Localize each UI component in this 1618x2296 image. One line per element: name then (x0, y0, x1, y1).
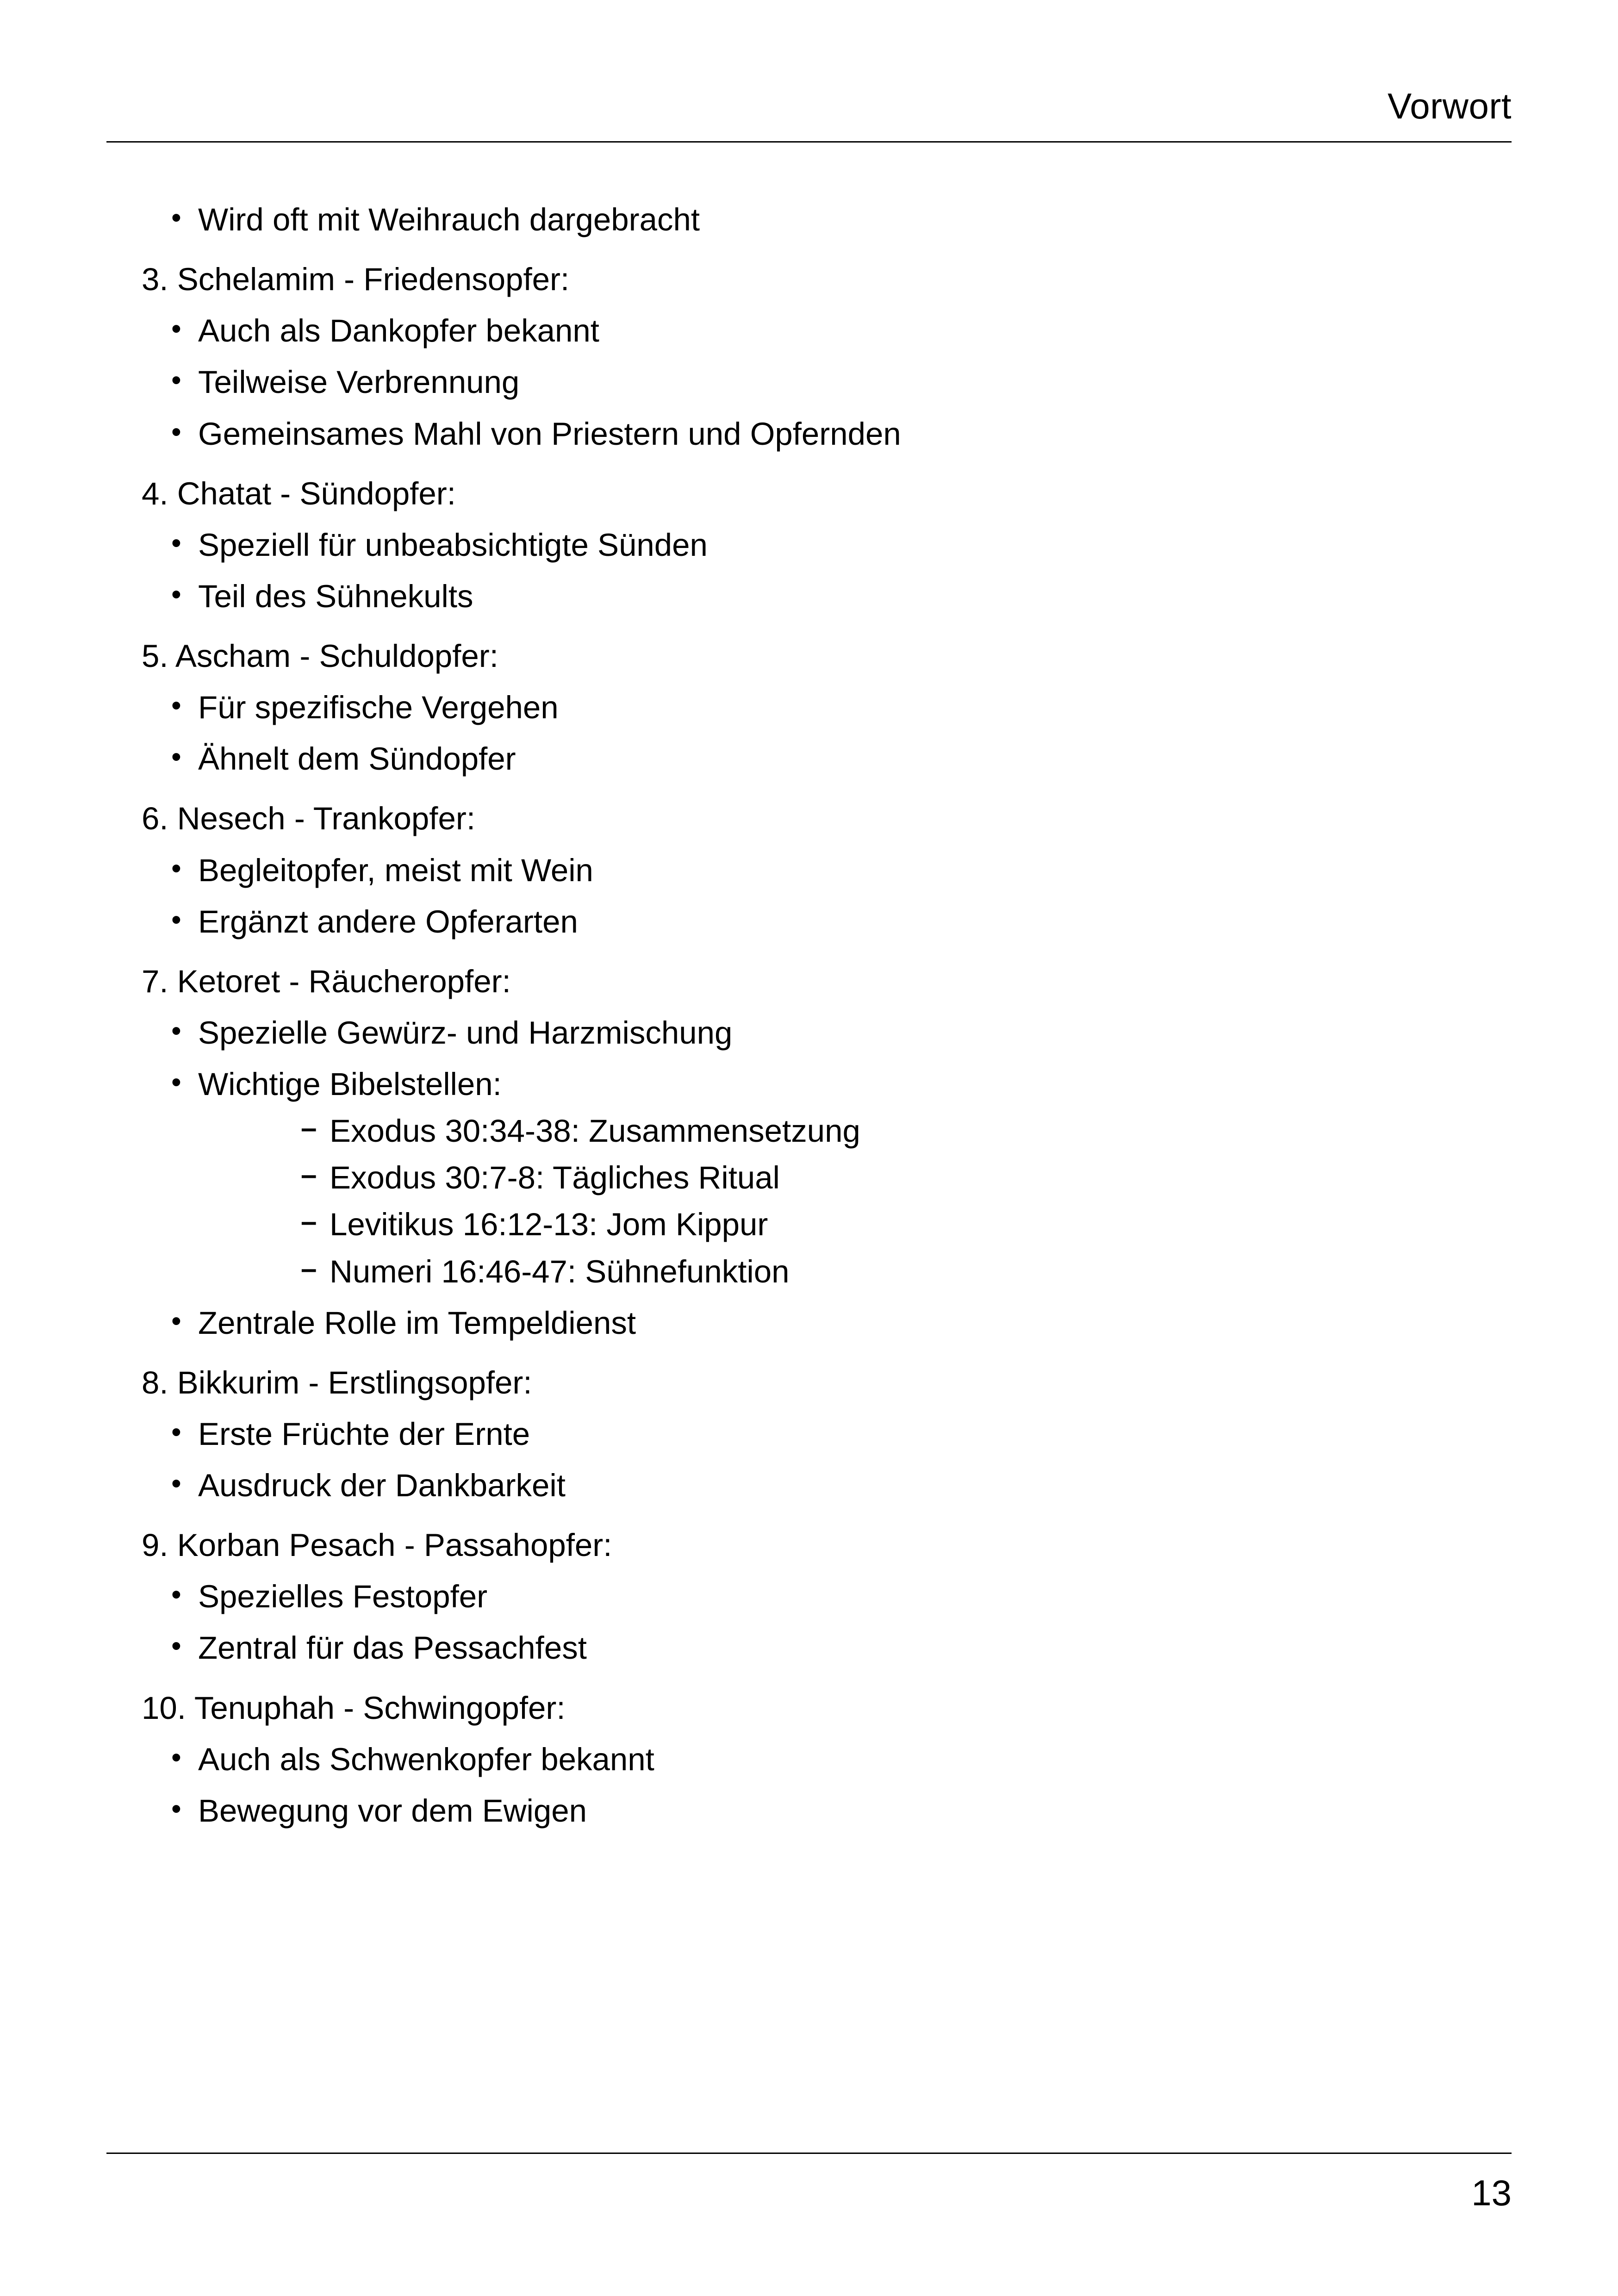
dash-icon: – (301, 1206, 317, 1238)
list-item-bullet (106, 1468, 1512, 1502)
list-item-label: Auch als Dankopfer bekannt (198, 313, 599, 349)
list-item-bullet (106, 853, 1512, 887)
list-item-subbullet (106, 1114, 1512, 1148)
bullet-icon: • (171, 202, 181, 234)
list-item-label: Teil des Sühnekults (198, 578, 473, 614)
bullet-icon: • (171, 578, 181, 610)
dash-icon: – (301, 1112, 317, 1145)
list-item-numbered (106, 1691, 1512, 1725)
list-item-subbullet (106, 1252, 1512, 1289)
bullet-icon: • (171, 1014, 181, 1047)
list-item-bullet (106, 365, 1512, 399)
page-header (106, 88, 1512, 143)
list-item-bullet (106, 1742, 1512, 1776)
bullet-icon: • (171, 1066, 181, 1098)
list-item-label: Auch als Schwenkopfer bekannt (198, 1741, 654, 1777)
list-item-bullet (106, 1580, 1512, 1613)
bullet-icon: • (171, 527, 181, 559)
list-item-label: Ergänzt andere Opferarten (198, 903, 578, 940)
list-item-label: Bewegung vor dem Ewigen (198, 1792, 587, 1829)
list-item-label: 3. Schelamim - Friedensopfer: (142, 261, 570, 298)
dash-icon: – (301, 1159, 317, 1191)
list-item-label: 8. Bikkurim - Erstlingsopfer: (142, 1364, 532, 1400)
list-item-label: Erste Früchte der Ernte (198, 1416, 530, 1452)
bullet-icon: • (171, 1305, 181, 1337)
list-item-label: 9. Korban Pesach - Passahopfer: (142, 1527, 612, 1563)
bullet-icon: • (171, 903, 181, 936)
footer-divider (106, 2153, 1512, 2154)
list-item-label: Begleitopfer, meist mit Wein (198, 852, 593, 888)
bullet-icon: • (171, 1579, 181, 1611)
list-item-bullet (106, 905, 1512, 939)
list-item-label: Wichtige Bibelstellen: (198, 1066, 502, 1102)
bullet-icon: • (171, 1416, 181, 1448)
list-item-label: Spezielle Gewürz- und Harzmischung (198, 1014, 733, 1051)
list-item-label: Exodus 30:34-38: Zusammensetzung (330, 1113, 860, 1149)
list-item-numbered (106, 802, 1512, 835)
header-title: Vorwort (1388, 86, 1512, 126)
list-item-bullet (106, 1794, 1512, 1828)
list-item-subbullet (106, 1161, 1512, 1195)
page-footer (106, 2153, 1512, 2227)
bullet-icon: • (171, 741, 181, 773)
list-item-numbered (106, 639, 1512, 673)
list-item-label: 10. Tenuphah - Schwingopfer: (142, 1690, 566, 1726)
bullet-icon: • (171, 416, 181, 448)
list-item-bullet (106, 203, 1512, 236)
list-item-numbered (106, 477, 1512, 510)
list-item-numbered (106, 964, 1512, 998)
list-item-label: Levitikus 16:12-13: Jom Kippur (330, 1207, 768, 1243)
bullet-icon: • (171, 1741, 181, 1773)
list-item-label: Teilweise Verbrennung (198, 364, 520, 400)
list-item-label: Speziell für unbeabsichtigte Sünden (198, 527, 708, 563)
list-item-label: Zentrale Rolle im Tempeldienst (198, 1305, 636, 1341)
list-item-bullet (106, 691, 1512, 724)
list-item-label: 4. Chatat - Sündopfer: (142, 475, 456, 511)
bullet-icon: • (171, 364, 181, 397)
list-item-bullet (106, 417, 1512, 451)
list-item-label: Wird oft mit Weihrauch dargebracht (198, 202, 700, 237)
bullet-icon: • (171, 1792, 181, 1825)
list-item-bullet (106, 742, 1512, 776)
document-body (106, 185, 1512, 1828)
list-item-label: Exodus 30:7-8: Tägliches Ritual (330, 1160, 780, 1196)
list-item-label: 6. Nesech - Trankopfer: (142, 801, 475, 837)
list-item-label: 5. Ascham - Schuldopfer: (142, 638, 498, 674)
bullet-icon: • (171, 313, 181, 345)
list-item-bullet (106, 1067, 1512, 1101)
list-item-label: Numeri 16:46-47: Sühnefunktion (330, 1253, 790, 1289)
list-item-subbullet (106, 1207, 1512, 1241)
list-item-label: Ausdruck der Dankbarkeit (198, 1468, 566, 1503)
list-item-bullet (106, 1417, 1512, 1451)
list-item-label: Für spezifische Vergehen (198, 690, 559, 726)
bullet-icon: • (171, 1630, 181, 1662)
list-item-label: Zentral für das Pessachfest (198, 1630, 587, 1666)
list-item-label: Gemeinsames Mahl von Priestern und Opfernden (198, 416, 901, 452)
list-item-bullet (106, 579, 1512, 613)
list-item-bullet (106, 314, 1512, 348)
bullet-icon: • (171, 852, 181, 884)
list-item-numbered (106, 262, 1512, 296)
dash-icon: – (301, 1252, 317, 1285)
header-divider (106, 141, 1512, 143)
list-item-label: Ähnelt dem Sündopfer (198, 741, 516, 777)
list-item-numbered (106, 1528, 1512, 1562)
bullet-icon: • (171, 690, 181, 722)
list-item-numbered (106, 1366, 1512, 1400)
list-item-bullet (106, 528, 1512, 562)
list-item-bullet (106, 1631, 1512, 1665)
list-item-label: Spezielles Festopfer (198, 1579, 488, 1615)
page-number: 13 (1471, 2172, 1512, 2213)
list-item-bullet (106, 1016, 1512, 1050)
list-item-label: 7. Ketoret - Räucheropfer: (142, 963, 511, 999)
bullet-icon: • (171, 1468, 181, 1500)
list-item-bullet (106, 1306, 1512, 1340)
